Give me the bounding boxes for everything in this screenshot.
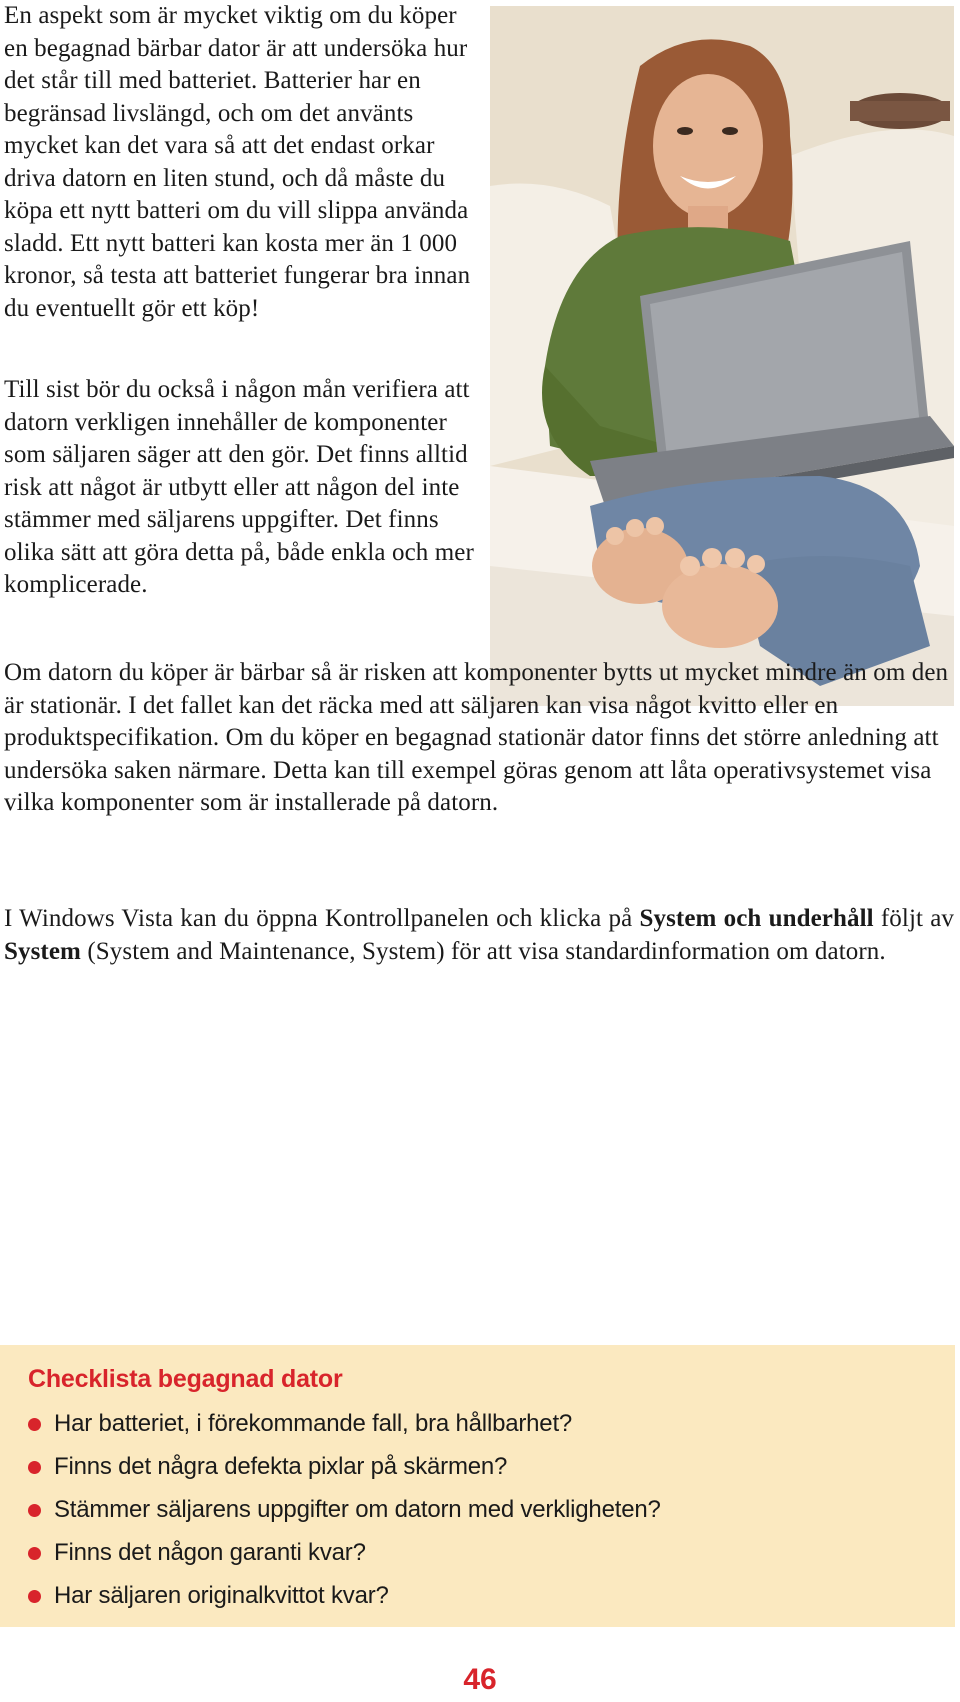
- paragraph-laptop-vs-stationary: Om datorn du köper är bärbar så är risken att komponenter bytts ut mycket mindre än om den är stationär. I det fallet kan det räcka med att säljaren kan visa något kvitto eller en produktspecifikation. Om du köper en begagnad stationär dator finns det större anledning att undersöka saken närmare. Detta kan till exempel göras genom att låta operativsystemet visa vilka komponenter som är installerade på datorn.: [4, 659, 949, 816]
- bullet-icon: [28, 1547, 41, 1560]
- bullet-icon: [28, 1461, 41, 1474]
- checklist-item-text: Stämmer säljarens uppgifter om datorn med verkligheten?: [54, 1496, 661, 1523]
- checklist-item: [28, 1536, 661, 1579]
- checklist-item: [28, 1407, 661, 1450]
- paragraph-windows-vista: [4, 903, 954, 968]
- bullet-icon: [28, 1418, 41, 1431]
- checklist-item-text: Finns det någon garanti kvar?: [54, 1539, 366, 1566]
- bold-menu-label: System: [4, 937, 81, 965]
- bullet-icon: [28, 1590, 41, 1603]
- woman-laptop-photo: [490, 6, 954, 706]
- paragraph-text: I Windows Vista kan du öppna Kontrollpanelen och klicka på: [4, 905, 640, 932]
- checklist-item: [28, 1450, 661, 1493]
- checklist-list: [28, 1407, 661, 1622]
- checklist-item-text: Har säljaren originalkvittot kvar?: [54, 1582, 389, 1609]
- paragraph-text: (System and Maintenance, System) för att visa standardinformation om datorn.: [80, 937, 886, 965]
- paragraph-battery: En aspekt som är mycket viktig om du köper en begagnad bärbar dator är att undersöka hur det står till med batteriet. Batterier har en begränsad livslängd, och om det använts mycket kan det vara så att det endast orkar driva datorn en liten stund, och då måste du köpa ett nytt batteri om du vill slippa använda sladd. Ett nytt batteri kan kosta mer än 1 000 kronor, så testa att batteriet fungerar bra innan du eventuellt gör ett köp!: [4, 2, 471, 322]
- paragraph-text: följt av: [873, 905, 954, 932]
- bullet-icon: [28, 1504, 41, 1517]
- checklist-item: [28, 1579, 661, 1622]
- page-number: 46: [463, 1663, 497, 1696]
- bold-menu-label: System och underhåll: [639, 905, 874, 932]
- paragraph-verify-components: Till sist bör du också i någon mån verifiera att datorn verkligen innehåller de komponenter som säljaren säger att den gör. Det finns alltid risk att något är utbytt eller att någon del inte stämmer med säljarens uppgifter. Det finns olika sätt att göra detta på, både enkla och mer komplicerade.: [4, 376, 474, 598]
- photo-illustration: [490, 6, 954, 706]
- checklist-title: Checklista begagnad dator: [28, 1365, 343, 1393]
- checklist-box: [0, 1345, 955, 1627]
- checklist-item: [28, 1493, 661, 1536]
- checklist-item-text: Har batteriet, i förekommande fall, bra hållbarhet?: [54, 1410, 573, 1437]
- checklist-item-text: Finns det några defekta pixlar på skärmen?: [54, 1453, 508, 1480]
